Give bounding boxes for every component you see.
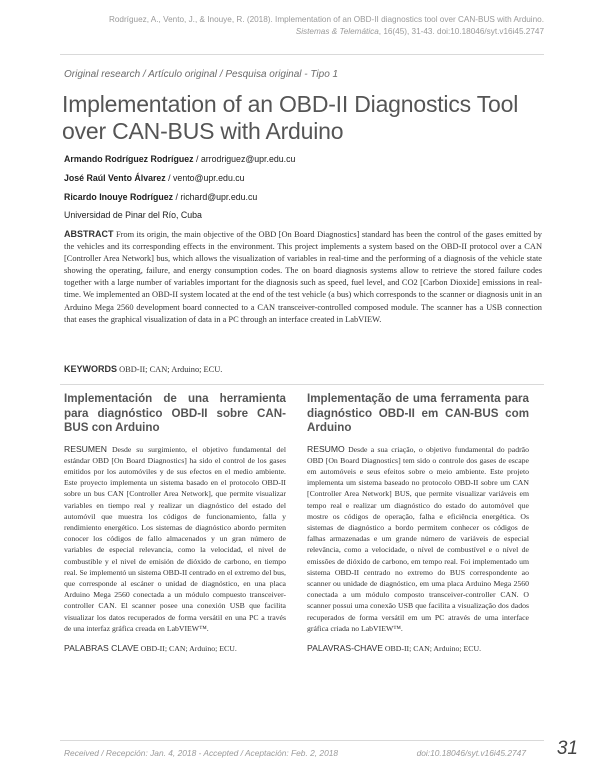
page-number: 31	[556, 738, 578, 759]
affiliation: Universidad de Pinar del Río, Cuba	[64, 210, 202, 220]
section-label: Original research / Artículo original / Pesquisa original - Tipo 1	[64, 69, 339, 80]
portuguese-abstract-heading: RESUMO	[307, 443, 345, 454]
author-name: Armando Rodríguez Rodríguez	[64, 154, 194, 164]
author-name: José Raúl Vento Álvarez	[64, 173, 166, 183]
footer-dates: Received / Recepción: Jan. 4, 2018 - Accepted / Aceptación: Feb. 2, 2018	[64, 748, 339, 758]
citation-line	[84, 26, 544, 38]
portuguese-abstract-text: Desde a sua criação, o objetivo fundamental do padrão OBD [On Board Diagnostics] tem sido o controle dos gases de escape em automóveis e seus efeitos sobre o meio ambiente. Este projeto implementa um sistema baseado no protocolo OBD-II sobre um CAN [Controller Area Network] BUS, que permite visualizar variáveis em tempo real e realizar um diagnóstico do estado do automóvel que mostre os códigos de operação, falha e eficiência energética. Os sistemas de diagnóstico a bordo permitem conhecer os códigos de falhas armazenadas e um grande número de variáveis de especial relevância, como a velocidade, o nível de combustível e o nível de emissões de dióxido de carbono, em tempo real. Foi implementado um sistema OBD-II centrado no extremo do BUS correspondente ao scanner ou unidade de diagnóstico, em uma placa Arduino Mega 2560 conectada a um módulo composto transceiver-controller CAN. O scanner possui uma conexão USB que facilita a visualização dos dados recuperados de forma versátil em um PC através de uma interface gráfica criada no LabVIEW™.	[307, 444, 529, 633]
spanish-title: Implementación de una herramienta para diagnóstico OBD-II sobre CAN-BUS con Arduino	[64, 392, 286, 434]
spanish-keywords	[64, 643, 286, 653]
keywords-text: OBD-II; CAN; Arduino; ECU.	[117, 365, 223, 374]
footer-doi[interactable]: doi:10.18046/syt.v16i45.2747	[416, 748, 526, 758]
author-line	[64, 173, 245, 183]
author-line	[64, 192, 257, 202]
portuguese-keywords	[307, 643, 529, 653]
author-email[interactable]: / arrodriguez@upr.edu.cu	[193, 154, 296, 164]
spanish-keywords-text: OBD-II; CAN; Arduino; ECU.	[138, 643, 237, 653]
spanish-abstract-text: Desde su surgimiento, el objetivo fundamental del estándar OBD [On Board Diagnostics] ha sido el control de los gases emitidos por los automóviles y de sus efectos en el medio ambiente. Este proyecto implementa un sistema basado en el protocolo OBD-II sobre un bus CAN [Controller Area Network], que permite visualizar variables en tiempo real y realizar un diagnóstico del estado del automóvil que muestra los códigos de funcionamiento, falla y rendimiento energético. Los sistemas de diagnóstico abordo permiten conocer los códigos de fallo almacenados y un gran número de variables de especial relevancia, como la velocidad, el nivel de combustible y el nivel de emisión de dióxido de carbono, en tiempo real. Se implementó un sistema OBD-II centrado en el extremo del bus, que corresponde al escáner o unidad de diagnóstico, en una placa Arduino Mega 2560 conectada a un módulo compuesto transceiver-controller CAN. El scanner posee una conexión USB que facilita visualizar los datos recuperados de forma versátil en una PC a través de una interfaz gráfica creada en LabVIEW™.	[64, 444, 286, 633]
keywords	[64, 364, 222, 374]
journal-name: Sistemas & Telemática	[295, 27, 379, 36]
spanish-keywords-heading: PALABRAS CLAVE	[64, 642, 139, 653]
page-title: Implementation of an OBD-II Diagnostics Tool over CAN-BUS with Arduino	[62, 91, 519, 144]
citation-header	[84, 14, 544, 38]
header-rule	[60, 54, 544, 55]
abstract-text: From its origin, the main objective of the OBD [On Board Diagnostics] standard has been the control of the gases emitted by the vehicles and its corresponding effects in the environment. This project implements a system based on the OBD-II protocol over a CAN [Controller Area Network] bus, which allows the visualization of variables in real-time and the performing of a diagnosis of the vehicle state showing the operating, failure, and energy consumption codes. The on board diagnosis systems allow to retrieve the stored failure codes together with a large number of variables important for the diagnosis such as speed, fuel level, and CO2 [Carbon Dioxide] emissions in real-time. We implemented an OBD-II system located at the end of the test vehicle (a bus) which corresponds to the scanner or diagnosis unit in an Arduino Mega 2560 development board connected to a CAN transceiver-controlled composed module. The scanner has a USB connection that eases the graphical visualization of data in a PC through an interface created in LabVIEW.	[64, 230, 542, 324]
portuguese-abstract	[307, 444, 529, 634]
spanish-column	[64, 392, 286, 653]
keywords-rule	[60, 384, 544, 385]
abstract	[64, 228, 542, 326]
footer-rule	[60, 740, 544, 741]
author-email[interactable]: / vento@upr.edu.cu	[165, 173, 245, 183]
author-name: Ricardo Inouye Rodríguez	[64, 192, 173, 202]
spanish-abstract-heading: RESUMEN	[64, 443, 107, 454]
author-line	[64, 154, 295, 164]
citation-volume: , 16(45), 31-43. doi:10.18046/syt.v16i45.2747	[378, 27, 544, 36]
author-email[interactable]: / richard@upr.edu.cu	[173, 192, 258, 202]
keywords-heading: KEYWORDS	[64, 364, 118, 374]
portuguese-column	[307, 392, 529, 653]
portuguese-keywords-text: OBD-II; CAN; Arduino; ECU.	[382, 643, 482, 653]
portuguese-title: Implementação de uma ferramenta para diagnóstico OBD-II em CAN-BUS com Arduino	[307, 392, 529, 434]
portuguese-keywords-heading: PALAVRAS-CHAVE	[307, 642, 383, 653]
citation-line: Rodríguez, A., Vento, J., & Inouye, R. (2018). Implementation of an OBD-II diagnostics tool over CAN-BUS with Arduino.	[108, 15, 544, 24]
spanish-abstract	[64, 444, 286, 634]
abstract-heading: ABSTRACT	[64, 229, 114, 239]
